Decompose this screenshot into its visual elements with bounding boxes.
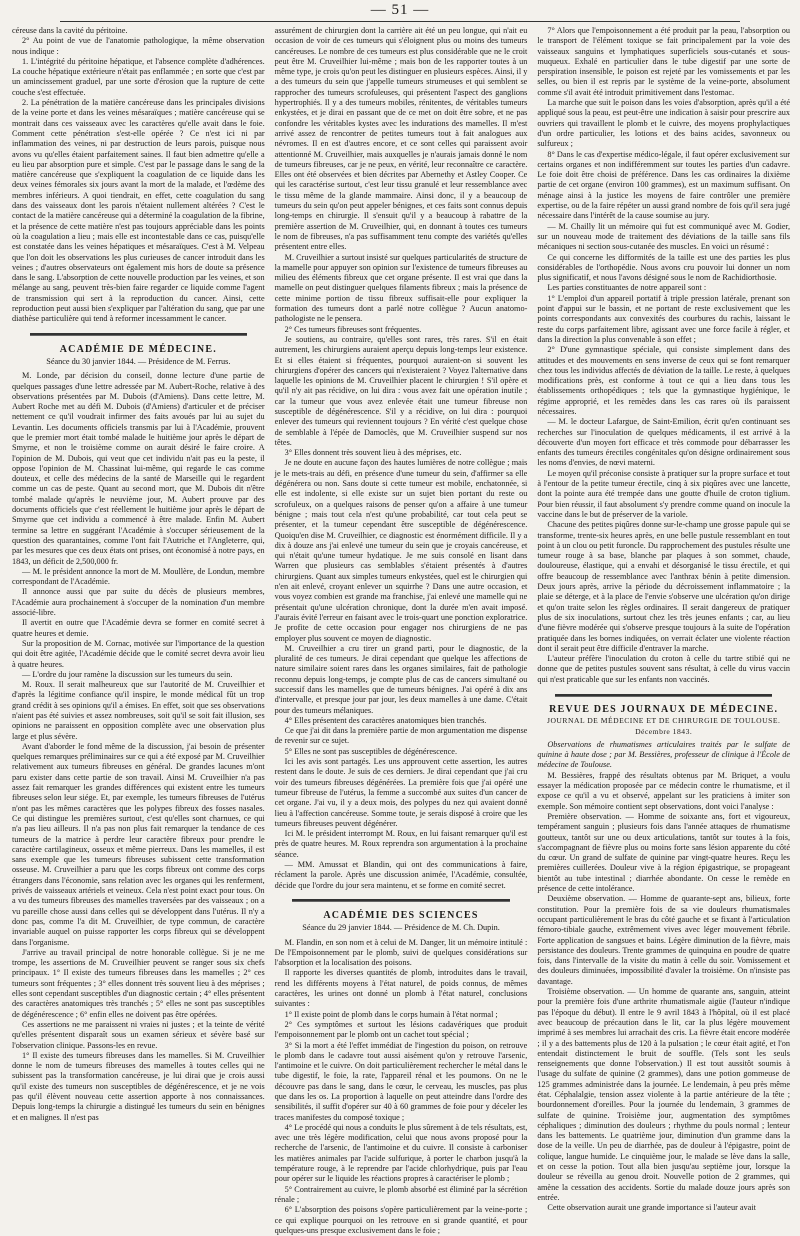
paragraph: Avant d'aborder le fond même de la discussion, j'ai besoin de présenter quelques remarques préliminaires sur ce qui a été exposé par M. Cruveilhier relativement aux tumeurs fibreuses en général. De grandes lacunes m'ont paru exister dans cette partie de son travail. Ainsi M. Cruveilhier n'a pas assez fait remarquer les grandes différences qui existent entre les tumeurs fibreuses selon leur siége. Et, par exemple, les tumeurs fibreuses de l'utérus n'ont pas les mêmes caractères que les polypes fibreux des fosses nasales. Ce qui distingue les premières surtout, c'est qu'elles sont charnues, ce qui n'a pas lieu ailleurs. Il n'a pas non plus fait remarquer la tendance de ces tumeurs de la matrice à perdre leur caractère fibreux pour prendre le caractère cartilagineux, osseux et même pierreux. Dans les mamelles, il est sans exemple que les tumeurs fibreuses subissent cette transformation osseuse. M. Cruveilhier a paru que les corps fibreux ont comme des corps étrangers dans l'économie, sans relation avec les organes qui les renferment, privés de vaisseaux artériels et veineux. Cela n'est point exact pour tous. On a vu des tumeurs fibreuses des mamelles traversées par des vaisseaux ; on a vu pareille chose aussi dans celles qui se développent dans l'utérus. Il n'y a donc pas, comme l'a dit M. Cruveilhier, de type commun, de caractère invariable auquel on puisse rapporter les corps fibreux qui se développent dans l'organisme. <box>12 741 265 947</box>
section-heading: ACADÉMIE DE MÉDECINE. <box>59 343 217 355</box>
journal-subheading: JOURNAL DE MÉDECINE ET DE CHIRURGIE DE TOULOUSE. Décembre 1843. <box>546 716 781 736</box>
paragraph: Ici les avis sont partagés. Les uns approuvent cette assertion, les autres restent dans le doute. Je suis de ces derniers. Je dirai cependant que j'ai cru voir des tumeurs fibreuses dégénérées. La première fois que j'ai opéré une tumeur fibreuse de l'utérus, la femme a succombé aux suites d'un cancer de cet organe. J'ai vu, il y a deux mois, des polypes du nez qui avaient donné lieu à l'affection cancéreuse. Somme toute, je serais disposé à croire que les tumeurs fibreuses peuvent dégénérer. <box>274 757 528 828</box>
paragraph: assurément de chirurgien dont la carrière ait été un peu longue, qui n'ait eu occasion de voir de ces tumeurs qui s'éloignent plus ou moins des tumeurs cancéreuses. Le nombre de ces tumeurs est plus considérable que ne le croit peut être M. Cruveilhier lui-même ; mais bon de les rapporter toutes à un même type, je crois qu'on peut les distinguer en plusieurs espèces. Ainsi, il y a des tumeurs du sein que j'appelle tumeurs strumeuses et qui semblent se rapprocher des tumeurs scrofuleuses, qui présentent l'aspect des ganglions hypertrophiés. Il y a des tumeurs mobiles, rénitentes, de véritables tumeurs enkystées, et je dirai en passant que de ce met on doit être sobre, et ne pas confondre les véritables kystes avec les indurations des mamelles. Il m'est arrivé assez de rencontrer de petites tumeurs tout à fait analogues aux névromes. Il en est d'autres encore, et ce sont celles qui paraissent avoir attentionné M. Cruveilhier, mais auxquelles je n'aurais jamais donné le nom de tumeurs fibreuses, car je ne peux, en vérité, leur reconnaître ce caractère. Elles ont été observées et bien décrites par Abernethy et Astley Cooper. Ce qui les caractérise surtout, c'est leur tissu granulé et leur ressemblance avec le tissu même de la glande mammaire. Ainsi donc, il y a beaucoup de tumeurs du sein qu'on peut appeler bénignes, et ces faits sont connus depuis long-temps en chirurgie. Il s'ensuit qu'il y a beaucoup à rabattre de la première assertion de M. Cruveilhier, qui, en donnant à toutes ces tumeurs le nom de fibreuses, n'a pas suffisamment tenu compte des variétés qu'elles présentent entre elles. <box>274 26 528 252</box>
paragraph: 1. L'intégrité du péritoine hépatique, et l'absence complète d'adhérences. La couche hépatique extérieure n'était pas enflammée ; en sorte que c'est par un amincissement graduel, par une sorte d'érosion que la rupture de cette couche s'est effectuée. <box>12 56 265 97</box>
paragraph: 4° Elles présentent des caractères anatomiques bien tranchés. <box>284 715 487 725</box>
column-right <box>537 26 791 1213</box>
paragraph: M. Cruveilhier a cru tirer un grand parti, pour le diagnostic, de la pluralité de ces tumeurs. Je dirai cependant que quelque les affections de nature similaire soient rares dans les organes similaires, fait de pathologie reconnu depuis long-temps, je compte plus de cas de cancers simultané ou successif dans les mamelles que de tumeurs bénignes. J'ai opéré à dix ans d'intervalle, et presque jour par jour, les deux mamelles à une dame. C'était pour des tumeurs mélaniques. <box>274 643 528 715</box>
session-line: Séance du 30 janvier 1844. — Présidence de M. Ferrus. <box>46 356 231 366</box>
paragraph: M. Roux. Il serait malheureux que sur l'autorité de M. Cruveilhier et d'après la légitime confiance qu'il inspire, le monde médical fût un trop grand crédit à ses opinions qu'il a émises. En effet, soit que ses observations n'aient pas été suivies et assez nombreuses, soit qu'il se soit fait illusion, ses opinions ne paraissent en opposition complète avec une observation plus large et plus sévère. <box>12 680 265 741</box>
paragraph: 3° Si la mort a été l'effet immédiat de l'ingestion du poison, on retrouve le plomb dans le cadavre tout aussi aisément qu'on y retrouve l'arsenic, l'antimoine et le cuivre. On doit particulièrement rechercher le métal dans le tube digestif, le foie, la rate, l'appareil rénal et les poumons. On ne le découvre pas dans le sang, dans le cœur, le cerveau, les muscles, pas plus que dans les os. La proportion à laquelle on peut atteindre dans l'ordre des sensibilités, il suffit d'opérer sur 40 à 60 grammes de foie pour y déceler les traces manifestes du composé toxique ; <box>274 1040 528 1122</box>
paragraph: — MM. Amussat et Blandin, qui ont des communications à faire, réclament la parole. Après une discussion animée, l'Académie, consultée, décide que l'ordre du jour sera maintenu, et se forme en comité secret. <box>274 860 528 890</box>
paragraph: 7° Alors que l'empoisonnement a été produit par la peau, l'absorption ou le transport de l'élément toxique se fait principalement par la voie des vaisseaux sanguins et lymphatiques superficiels sous-cutanés et sous-muqueux. Exhalé en particulier dans le tube digestif par une sorte de perspiration insensible, le poison est rejeté par les vomissements et par les selles, ou bien il est repris par le système de la veine-porte, absolument comme s'il avait été introduit primitivement dans l'estomac. <box>537 26 791 97</box>
paragraph: 2. La pénétration de la matière cancéreuse dans les principales divisions de la veine porte et dans les veines mésaraïques ; matière cancéreuse qui se montrait dans ces vaisseaux avec les caractères qu'elle avait dans le foie. Comment cette pénétration s'est-elle opérée ? Ce n'est ici ni par inflammation des veines, ni par destruction de leurs parois, puisque nous avons vu qu'elles étaient parfaitement saines. Il faut bien admettre qu'elle a eu lieu par absorption pure et simple. C'est par le passage dans le sang de la matière cancéreuse que s'expliquent la coagulation de ce liquide dans les deux veines fémorales six jours avant la mort de la malade, et l'œdème des membres inférieurs. A quoi tiendrait, en effet, cette coagulation du sang dans des vaisseaux dont les parois n'étaient nullement altérées ? C'est le contact de la matière cancéreuse qui a déterminé la coagulation de la fibrine, et la présence de cette matière n'est pas toujours appréciable dans les points où la coagulation a lieu ; mais elle est incontestable dans ce cas, puisqu'elle est constatée dans les veines hépatiques et mésaraïques. C'est à M. Velpeau que l'on doit les observations les plus curieuses de cancer introduit dans les veines ; d'autres observateurs ont également mis hors de doute sa présence dans le sang. L'absorption de cette nouvelle production par les veines, et son mélange au sang, peuvent très-bien faire regarder ce liquide comme l'agent de transmission qui sert à la reproduction du cancer. Ainsi, cette reproduction peut aussi bien s'expliquer par l'altération du sang, que par une diathèse particulière qui tend à reformer incessamment le cancer. <box>12 98 265 324</box>
paragraph: Première observation. — Homme de soixante ans, fort et vigoureux, tempérament sanguin ; plusieurs fois dans l'année attaques de rhumatisme goutteux, tantôt sur une ou deux articulations, tantôt sur toutes à la fois, s'accompagnant de fièvre plus ou moins forte sans lésion apparente du côté du cœur. Un grand de sulfate de quinine par vingt-quatre heures. Reçu les premières cuillerées. Douleur vive à la région épigastrique, se propageant bientôt au tube intestinal ; diarrhée abondante. On cesse le remède en présence de cette intolérance. <box>537 811 791 894</box>
paragraph: J'arrive au travail principal de notre honorable collègue. Si je ne me trompe, les assertions de M. Cruveilhier peuvent se ranger sous six chefs principaux. 1° Il existe des tumeurs fibreuses dans les mamelles ; 2° ces tumeurs sont fréquentes ; 3° elles donnent très souvent lieu à des méprises ; elles sont cependant susceptibles d'un diagnostic certain ; 4° elles présentent des caractères anatomiques très tranchés ; 5° elles ne sont pas susceptibles de dégénérescence ; 6° enfin elles ne doivent pas être opérées. <box>12 947 265 1019</box>
section-separator <box>275 895 528 907</box>
paragraph: — M. Chailly lit un mémoire qui fut est communiqué avec M. Godier, sur un nouveau mode de traitement des déviations de la taille sans fils mécaniques ni section sous-cutanée des muscles. En voici un résumé : <box>537 221 791 252</box>
paragraph: Ici M. le président interrompt M. Roux, en lui faisant remarquer qu'il est près de quatre heures. M. Roux reprendra son argumentation à la prochaine séance. <box>274 829 528 859</box>
paragraph: Je soutiens, au contraire, qu'elles sont rares, très rares. S'il en était autrement, les chirurgiens auraient aperçu depuis long-temps leur existence. Et si elles étaient si fréquentes, pourquoi auraient-on si souvent les chirurgiens d'opérer des cancers qui n'existeraient ? Voyez l'alternative dans laquelle les opinions de M. Cruveilhier placent le chirurgien ! S'il opère et qu'il n'y ait pas récidive, on lui dira : vous avez fait une opération inutile ; car la tumeur que vous avez enlevée était une tumeur fibreuse non susceptible de dégénérescence. S'il y a récidive, on lui dira : pourquoi enlever des tumeurs qui reviennent toujours ? En vérité c'est quelque chose de semblable à l'épée de Damoclès, que M. Cruveilhier suspend sur nos têtes. <box>274 334 528 447</box>
paragraph: Sur la proposition de M. Cornac, motivée sur l'importance de la question qui doit être agitée, l'Académie décide que le comité secret devra avoir lieu à quatre heures. <box>12 638 265 669</box>
column-left <box>12 26 265 1148</box>
paragraph: La marche que suit le poison dans les voies d'absorption, après qu'il a été appliqué sous la peau, est peut-être une indication à saisir pour prescrire aux ouvriers qui travaillent le plomb et le cuivre, des moyens prophylactiques d'un ordre particulier, les lotions et des bains acides, savonneux ou sulfureux ; <box>537 98 791 149</box>
paragraph: — L'ordre du jour ramène la discussion sur les tumeurs du sein. <box>22 669 233 679</box>
paragraph: 3° Elles donnent très souvent lieu à des méprises, etc. <box>284 448 462 458</box>
paragraph: Il rapporte les diverses quantités de plomb, introduites dans le travail, rend les différents moyens à l'état naturel, de poids connus, de mêmes caractères, les urines ont donné un plomb à l'état naturel, conclusions suivantes : <box>274 968 528 1009</box>
paragraph: M. Cruveilhier a surtout insisté sur quelques particularités de structure de la mamelle pour appuyer son opinion sur l'existence de tumeurs fibreuses au milieu des éléments fibreux que cet organe présente. Il est vrai que dans la mamelle on peut distinguer quelques filaments fibreux ; mais la présence de cette minime portion de tissu fibreux suffisait-elle pour expliquer la formation des tumeurs dont a parlé notre collègue ? Aucun anatomo-pathologiste ne le pensera. <box>274 252 528 324</box>
paragraph: Il annonce aussi que par suite du décès de plusieurs membres, l'Académie aura prochainement à s'occuper de la nomination d'un membre associé-libre. <box>12 587 265 618</box>
paragraph: Troisième observation. — Un homme de quarante ans, sanguin, atteint pour la première fois d'une arthrite rhumatismale aigüe (l'auteur n'indique pas l'époque du début). Il entre le 9 avril 1843 à l'hôpital, où il est placé avec beaucoup de précaution dans le lit, car la plus légère mouvement imprimé à ses membres lui arrachait des cris. La fièvre était encore modérée ; il y a des battements plus de 120 à la pulsation ; le cœur était agité, et l'on entendait distinctement le bruit de souffle. (Tels sont les seuls renseignements que donne l'observation.) Il est tout aussitôt soumis à l'usage du sulfate de quinine (2 grammes), dans une potion gommeuse de 125 grammes administrée dans la journée. Le lendemain, à peu près même état. Céphalalgie, tension assez violente à la partie antérieure de la tête ; bourdonnement d'oreilles. Pour la journée du lendemain, 3 grammes de sulfate de quinine. Troisième jour, augmentation des symptômes céphaliques ; diminution des douleurs ; rhythme du pouls normal ; lenteur dans les battements. Le quatrième jour, diminution d'un gramme dans la dose de la veille. Un peu de diarrhée, pas de douleur à l'épigastre, point de colique, langue humide. Le cinquième jour, le malade se lève dans la salle, et on cesse la potion. Tout alla bien jusqu'au septième jour, lorsque la douleur se réveilla au genou droit. Nouvelle potion de 2 grammes, qui amène la cessation des accidents. Sortie du malade douze jours après son entrée. <box>537 987 791 1202</box>
paragraph: Les parties constituantes de notre appareil sont : <box>547 283 707 293</box>
paragraph: 1° Il existe des tumeurs fibreuses dans les mamelles. Si M. Cruveilhier donne le nom de tumeurs fibreuses des mamelles à toutes celles qui ne subissent pas la transformation cancéreuse, je lui dirai que je crois aussi qu'il existe des tumeurs non susceptibles de dégénérescence, et je ne vois pas qu'il élèvent nouveau cette assertion apporte à nos connaissances. Depuis long-temps la chirurgie a distingué les tumeurs du sein en bénignes et en malignes. Il n'est pas <box>12 1050 265 1122</box>
paragraph: — M. le président annonce la mort de M. Moullère, de Londun, membre correspondant de l'Académie. <box>12 566 265 587</box>
paragraph: 1° Il existe point de plomb dans le corps humain à l'état normal ; <box>284 1009 498 1019</box>
paragraph: Ces assertions ne me paraissent ni vraies ni justes ; et la teinte de vérité qu'elles présentent disparaît sous un examen sérieux et sévère basé sur l'observation clinique. Passons-les en revue. <box>12 1019 265 1050</box>
paragraph: — M. le docteur Lafargue, de Saint-Emilion, écrit qu'en continuant ses recherches sur l'inoculation de quelques médicaments, il est arrivé à la découverte d'un moyen fort efficace et très commode pour débarrasser les enfants des tumeurs érectiles congénitales qu'on désigne ordinairement sous les noms d'envies, de nœvi materni. <box>537 417 791 468</box>
paragraph-title: Observations de rhumatismes articulaires traités par le sulfate de quinine à haute dose ; par M. Bessières, professeur de clinique à l'École de médecine de Toulouse. <box>537 739 791 770</box>
paragraph: 6° L'absorption des poisons s'opère particulièrement par la veine-porte ; ce qui explique pourquoi on les retrouve en si grande quantité, et pour quelques-uns presque exclusivement dans le foie ; <box>274 1205 528 1235</box>
page-number: — 51 — <box>370 2 430 18</box>
paragraph: Il avertit en outre que l'Académie devra se former en comité secret à quatre heures et demie. <box>12 618 265 638</box>
paragraph: 2° Au point de vue de l'anatomie pathologique, la même observation nous indique : <box>12 36 265 56</box>
paragraph: Le moyen qu'il préconise consiste à pratiquer sur la propre surface et tout à l'entour de la petite tumeur érectile, cinq à six piqûres avec une lancette, dont la pointe aura été trempée dans une goutte d'huile de croton tiglium. Pour bien réussir, il faut absolument s'y prendre comme quand on inocule la vaccine dans le but de préserver de la variole. <box>537 468 791 519</box>
paragraph: Chacune des petites piqûres donne sur-le-champ une grosse papule qui se transforme, trente-six heures après, en une belle pustule ressemblant en tout point à un clou ou petit furoncle. Du rapprochement des pustules résulte une tumeur rouge à sa base, blanche par plaques à son sommet, chaude, douloureuse, élastique, qui a envahi et désorganisé le tissu érectile, et qui offre beaucoup de ressemblance avec l'anthrax bénin à petite dimension. Deux jours après, arrive la période du décroissement inflammatoire ; la plaie se déterge, et à la place de l'envie s'observe une ulcération qu'on dirige et qu'on traite selon les règles ordinaires. Il serait dangereux de pratiquer plus de six inoculations, surtout chez les très jeunes enfants ; car, au lieu d'une fièvre modérée qui s'observe presque toujours à la suite de l'opération pratiquée dans les bornes indiquées, on verrait éclater une violente réaction dont il serait peut être difficile d'entraver la marche. <box>537 520 791 653</box>
paragraph: L'auteur préfère l'inoculation du croton à celle du tartre stibié qui ne donne que de petites pustules souvent sans résultat, à celle du virus vaccin qui n'est praticable que sur les enfants non vaccinés. <box>537 654 791 684</box>
section-separator <box>12 329 265 341</box>
paragraph: 4° Le procédé qui nous a conduits le plus sûrement à de tels résultats, est, avec une très légère modification, celui que nous avons proposé pour la recherche de l'arsenic, de l'antimoine et du cuivre. Il consiste à carboniser les matières animales par l'acide sulfurique, à porter le charbon jusqu'à la température rouge, à le reprendre par l'acide chlorhydrique, puis par l'eau pour opérer sur le liquide les réactions propres à caractériser le plomb ; <box>274 1122 528 1184</box>
paragraph: Cette observation aurait une grande importance si l'auteur avait <box>547 1203 756 1213</box>
section-separator <box>537 689 790 701</box>
paragraph: 2° D'une gymnastique spéciale, qui consiste simplement dans des attitudes et des mouvements en sens inverse de ceux qui se font remarquer chez tous les individus affectés de déviation de la taille. Le reste, à quelques modifications près, est conforme à tout ce qui a lieu dans tous les établissements orthopédiques ; tels que la gymnastique hygiénique, le régime approprié, et les remèdes dans les cas rares où ils paraissent nécessaires. <box>537 345 791 416</box>
paragraph: Ce qui concerne les difformités de la taille est une des parties les plus considérables de l'orthopédie. Nous avons cru pouvoir lui donner un nom plus significatif, et nous l'avons désigné sous le nom de Rachidiorthosie. <box>537 252 791 283</box>
paragraph: 5° Elles ne sont pas susceptibles de dégénérescence. <box>284 746 458 756</box>
paragraph: Je ne doute en aucune façon des hautes lumières de notre collègue ; mais je le mets-trais au défi, en présence d'une tumeur du sein, d'affirmer sa elle dégénérera ou non. Sans doute si cette tumeur est mobile, enchatonnée, si elle est indolente, si elle existe sur un sujet bien portant du reste ou scrofuleux, on a quelques raisons de penser qu'on a affaire à une tumeur bénigne ; mais tout cela n'est qu'une probabilité, car tout cela peut se présenter, et la tumeur cependant être susceptible de dégénérescence. Quoiqu'en dise M. Cruveilhier, ce diagnostic est énormément difficile. Il y a dix à douze ans j'ai enlevé une tumeur du sein que je croyais cancéreuse, et qui n'était qu'une tumeur hydatique. Je me suis consolé en lisant dans Warren que plusieurs cas semblables s'étaient présentés à d'autres chirurgiens. Quant aux simples tumeurs enkystées, quel est le chirurgien qui n'en ait enlevé, croyant enlever un squirrhe ? Dans une autre occasion, et vous voyez combien est grande ma franchise, j'ai enlevé une mamelle qui ne présentait qu'une ulcération chronique, dont la durée m'en avait imposé. J'aurais évité l'erreur en faisant avec le trois-quart une ponction exploratrice. Je profite de cette occasion pour engager nos chirurgiens de ne pas employer plus souvent ce moyen de diagnostic. <box>274 458 528 643</box>
paragraph: 2° Ces tumeurs fibreuses sont fréquentes. <box>284 324 422 334</box>
section-heading: REVUE DES JOURNAUX DE MÉDECINE. <box>549 704 779 715</box>
header-rule <box>60 21 740 22</box>
paragraph: 2° Ces symptômes et surtout les lésions cadavériques que produit l'empoisonnement par le plomb ont un cachet tout spécial ; <box>274 1019 528 1040</box>
paragraph: M. Bessières, frappé des résultats obtenus par M. Briquet, a voulu essayer la médication proposée par ce médecin contre le rhumatisme, et il expose ce qu'il a vu et observé, appelant sur les praticiens à imiter son exemple. Son mémoire contient sept observations, dont voici l'analyse : <box>537 770 791 811</box>
paragraph: 5° Contrairement au cuivre, le plomb absorbé est éliminé par la sécrétion rénale ; <box>274 1184 528 1204</box>
paragraph: 1° L'emploi d'un appareil portatif à triple pression latérale, prenant son point d'appui sur le bassin, et ne portant de reste exclusivement que les points correspondants aux convexités des courbures du rachis, laissant le reste du corps parfaitement libre, agissant avec une force facile à régler, et dans la direction la plus convenable à son effet ; <box>537 293 791 344</box>
paragraph: 8° Dans le cas d'expertise médico-légale, il faut opérer exclusivement sur certains organes et non indifféremment sur toutes les parties d'un cadavre. Le foie doit être choisi de préférence. Dans les cas ordinaires la dixième partie de cet organe (environ 100 grammes), est un maximum suffisant. On ménage ainsi à la justice les moyens de faire contrôler une première expertise, ou de la faire répéter un aussi grand nombre de fois qu'il sera jugé nécessaire dans l'intérêt de la cause soumise au jury. <box>537 149 791 221</box>
session-line: Séance du 29 janvier 1844. — Présidence de M. Ch. Dupin. <box>302 923 500 933</box>
paragraph: M. Londe, par décision du conseil, donne lecture d'une partie de quelques passages d'une lettre adressée par M. Aubert-Roche, relative à des observations présentées par M. Dubois (d'Amiens). Dans cette lettre, M. Aubert Roche met au défi M. Dubois (d'Amiens) d'articuler et de préciser nettement ce qu'il voudrait infirmer des faits avoués par lui au sujet du Levantin. Les documents officiels transmis par lui à l'Académie, prouvent que le premier mort était tombé malade le huitième jour après le départ de Smyrne, et non le troisième comme on aurait désiré le faire croire. A l'opinion de M. Dubois, qui veut que cet individu n'ait pas eu la peste, il oppose l'opinion de M. Chassinat lui-même, qui regarde le cas comme douteux, et celle des médecins de la santé de Marseille qui le regardent comme un cas de peste. Quant au second mort, que M. Dubois dit n'être tombé malade qu'après le neuvième jour, M. Aubert prouve par des documents officiels que c'est réellement le huitième jour après le départ de Smyrne que cet individu a commencé à être malade. Enfin M. Aubert termine sa lettre en suggérant l'Académie à s'occuper sérieusement de la question des quarantaines, comme l'ont fait l'Autriche et l'Angleterre, qui, par les mesures que ces deux états ont prises, ont économisé à notre pays, en 1843, un déficit de 2,500,000 fr. <box>12 371 265 566</box>
text-columns <box>12 26 791 1235</box>
paragraph: Deuxième observation. — Homme de quarante-sept ans, bilieux, forte constitution. Pour la première fois de sa vie douleurs rhumatismales occupant particulièrement le bras du côté gauche et se fixant à l'articulation fémoro-tibiale gauche, extrêmement vives avec léger mouvement fébrile. Forte application de sangsues et bains. Légère diminution de la fièvre, mais persistance des douleurs. Trente grammes de quinquina en poudre de quatre fois, dans l'intervalle de la visite du matin à celle du soir. Vomissement et des douleurs diminuées, impossibilité d'avaler la troisième. On n'insiste pas davantage. <box>537 894 791 986</box>
column-middle <box>274 26 528 1235</box>
paragraph: Ce que j'ai dit dans la première partie de mon argumentation me dispense de revenir sur ce sujet. <box>274 726 528 746</box>
paragraph: M. Flandin, en son nom et à celui de M. Danger, lit un mémoire intitulé : De l'Empoisonnement par le plomb, suivi de quelques considérations sur l'absorption et la localisation des poisons. <box>274 937 528 968</box>
paragraph: céreuse dans la cavité du péritoine. <box>12 26 128 35</box>
section-heading: ACADÉMIE DES SCIENCES <box>323 909 479 921</box>
